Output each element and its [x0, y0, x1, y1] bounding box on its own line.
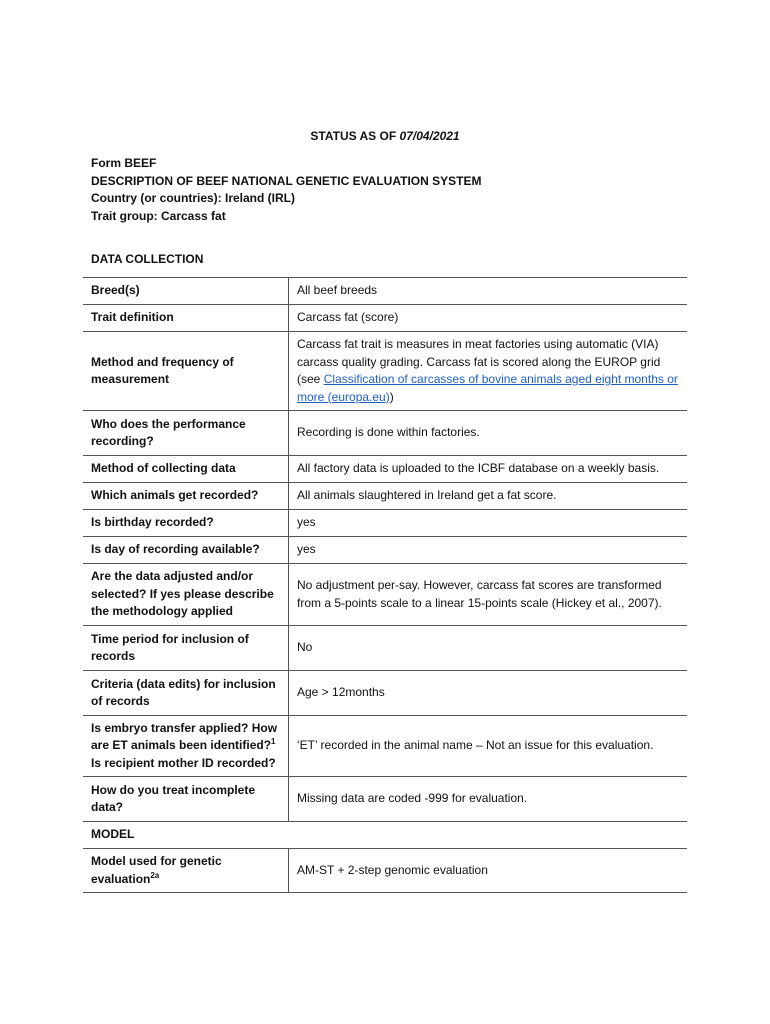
row-value: No — [289, 626, 688, 671]
table-row — [83, 716, 687, 777]
row-value: All beef breeds — [289, 278, 688, 305]
model-section-title: MODEL — [83, 822, 687, 849]
row-value: AM-ST + 2-step genomic evaluation — [289, 849, 688, 893]
data-collection-title: DATA COLLECTION — [91, 252, 204, 266]
row-value-text-end: ) — [389, 389, 394, 404]
table-row — [83, 305, 687, 332]
row-label-text: Is embryo transfer applied? How are ET animals been identified? — [91, 720, 278, 753]
row-label: How do you treat incomplete data? — [83, 777, 289, 822]
table-row — [83, 626, 687, 671]
row-label — [83, 716, 289, 777]
row-label-text: Model used for genetic evaluation — [91, 854, 222, 886]
table-row — [83, 671, 687, 716]
row-value: yes — [289, 510, 688, 537]
status-prefix: STATUS AS OF — [310, 129, 397, 143]
table-row — [83, 777, 687, 822]
table-row — [83, 411, 687, 456]
row-value — [289, 332, 688, 411]
form-country: Country (or countries): Ireland (IRL) — [91, 191, 295, 205]
form-name: Form BEEF — [91, 156, 157, 170]
form-header — [91, 155, 481, 225]
table-row — [83, 278, 687, 305]
evaluation-table — [83, 277, 687, 893]
row-value: ‘ET’ recorded in the animal name – Not an issue for this evaluation. — [289, 716, 688, 777]
row-value: All factory data is uploaded to the ICBF database on a weekly basis. — [289, 456, 688, 483]
row-value: All animals slaughtered in Ireland get a fat score. — [289, 483, 688, 510]
footnote-marker: 2a — [150, 870, 160, 880]
table-row — [83, 849, 687, 893]
row-label: Is day of recording available? — [83, 537, 289, 564]
row-label: Is birthday recorded? — [83, 510, 289, 537]
row-value: Recording is done within factories. — [289, 411, 688, 456]
row-label: Time period for inclusion of records — [83, 626, 289, 671]
row-label: Method and frequency of measurement — [83, 332, 289, 411]
europa-classification-link[interactable]: Classification of carcasses of bovine animals aged eight months or more (europa.eu) — [297, 372, 678, 404]
row-label: Criteria (data edits) for inclusion of records — [83, 671, 289, 716]
row-label: Breed(s) — [83, 278, 289, 305]
row-label: Trait definition — [83, 305, 289, 332]
status-date: 07/04/2021 — [399, 129, 460, 143]
row-value: Missing data are coded -999 for evaluation. — [289, 777, 688, 822]
row-value: yes — [289, 537, 688, 564]
row-label-text: Is recipient mother ID recorded? — [91, 755, 276, 770]
table-row — [83, 822, 687, 849]
form-description: DESCRIPTION OF BEEF NATIONAL GENETIC EVALUATION SYSTEM — [91, 173, 482, 188]
row-label: Method of collecting data — [83, 456, 289, 483]
table-row — [83, 564, 687, 626]
row-value: No adjustment per-say. However, carcass fat scores are transformed from a 5-points scale to a linear 15-points scale (Hickey et al., 2007). — [289, 564, 688, 626]
row-label: Who does the performance recording? — [83, 411, 289, 456]
row-value: Carcass fat (score) — [289, 305, 688, 332]
row-label — [83, 849, 289, 893]
row-value: Age > 12months — [289, 671, 688, 716]
status-line — [0, 129, 770, 143]
row-label: Which animals get recorded? — [83, 483, 289, 510]
form-trait-group: Trait group: Carcass fat — [91, 208, 226, 223]
table-row — [83, 456, 687, 483]
table-row — [83, 537, 687, 564]
table-row — [83, 483, 687, 510]
footnote-marker: 1 — [271, 737, 276, 747]
table-row — [83, 510, 687, 537]
row-value-text: Carcass fat trait is measures in meat factories using automatic (VIA) carcass quality grading. Carcass fat is scored along the EUROP grid (see — [297, 337, 661, 386]
table-row — [83, 332, 687, 411]
row-label: Are the data adjusted and/or selected? If yes please describe the methodology applied — [83, 564, 289, 626]
